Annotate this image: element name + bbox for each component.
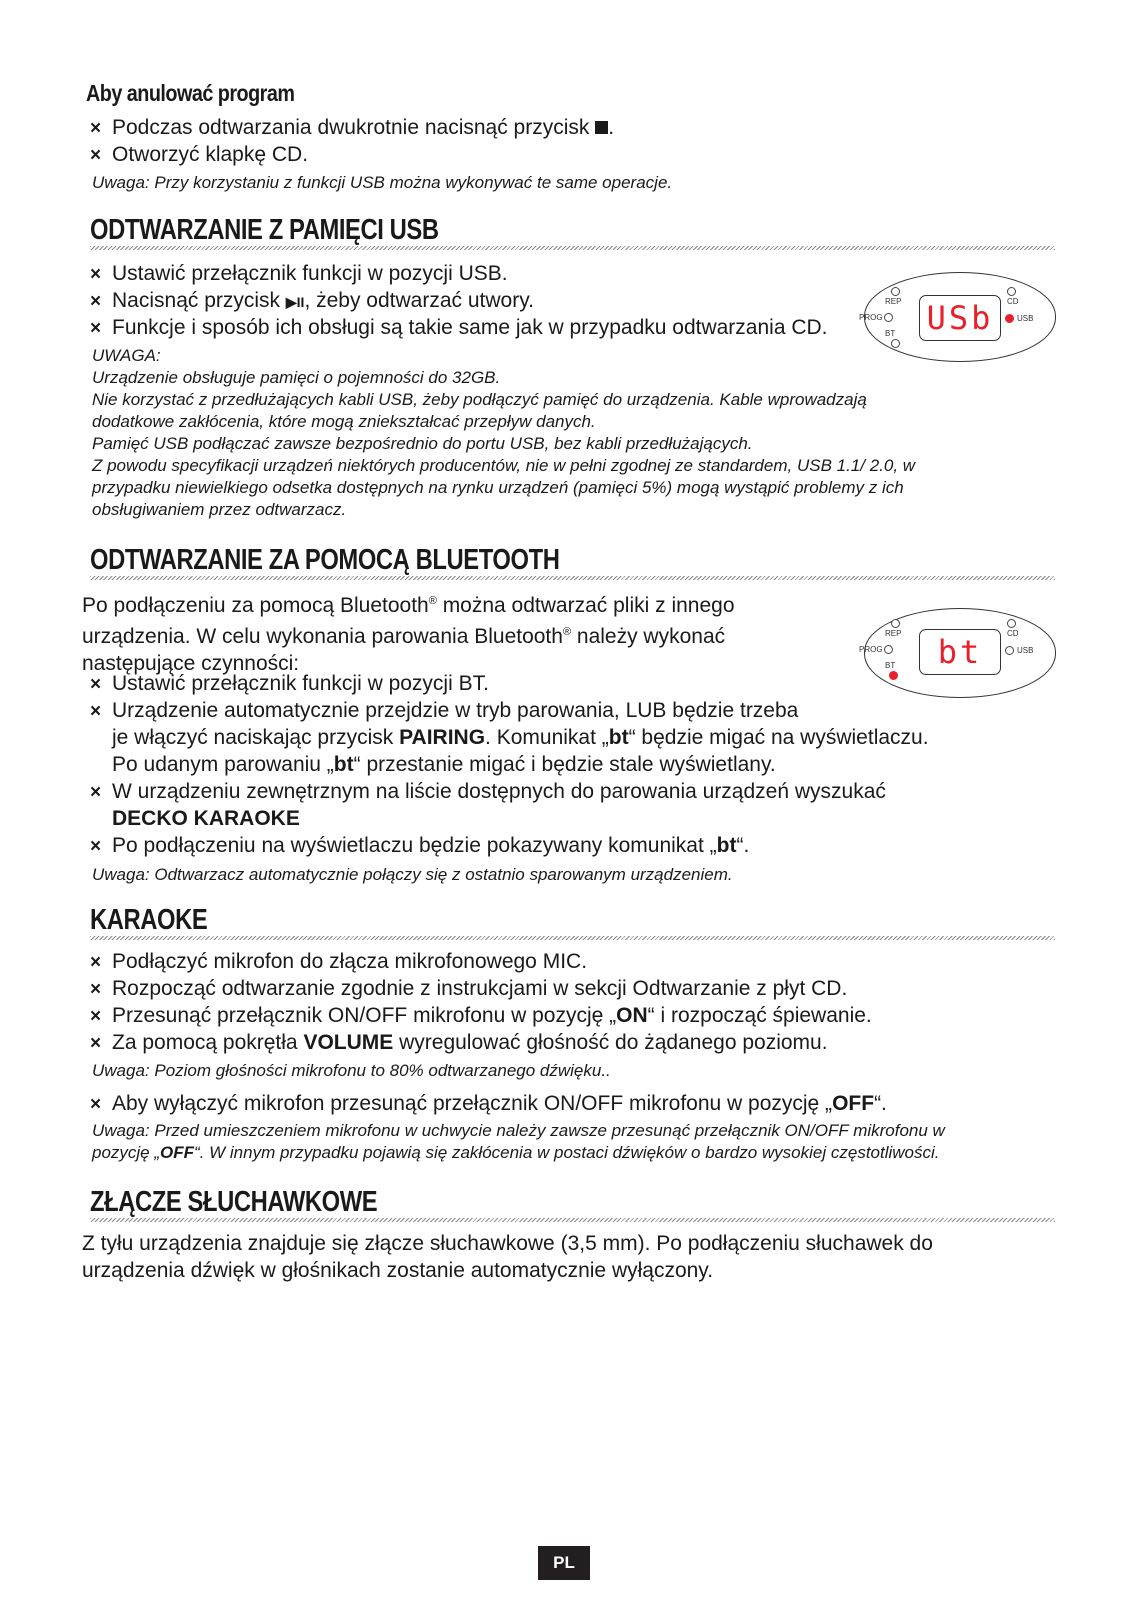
usb-note-5: Z powodu specyfikacji urządzeń niektórych producentów, nie w pełni zgodnej ze standardem, USB 1.1/ 2.0, w	[92, 456, 916, 475]
karaoke-item-off: × Aby wyłączyć mikrofon przesunąć przełącznik ON/OFF mikrofonu w pozycję „OFF“.	[90, 1090, 887, 1118]
bullet-icon: ×	[90, 952, 102, 973]
rep-indicator-icon	[891, 287, 900, 296]
cd-indicator-icon	[1007, 287, 1016, 296]
section-divider	[90, 576, 1055, 580]
lcd-readout: bt	[919, 629, 1001, 675]
karaoke-note-2-cont: pozycję „OFF“. W innym przypadku pojawią się zakłócenia w postaci dźwięków o bardzo wysokiej częstotliwości.	[92, 1143, 940, 1162]
bt-item-3: × W urządzeniu zewnętrznym na liście dostępnych do parowania urządzeń wyszukać	[90, 778, 886, 806]
bt-display-illustration: REP PROG BT bt CD USB	[864, 608, 1056, 698]
usb-item-2: × Nacisnąć przycisk ▶II, żeby odtwarzać utwory.	[90, 287, 534, 316]
bullet-icon: ×	[90, 701, 102, 722]
section-divider	[90, 1218, 1055, 1222]
karaoke-note-1: Uwaga: Poziom głośności mikrofonu to 80% odtwarzanego dźwięku..	[92, 1061, 611, 1080]
bullet-icon: ×	[90, 145, 102, 166]
usb-display-illustration: REP PROG BT USb CD USB	[864, 272, 1056, 362]
karaoke-item-2: × Rozpocząć odtwarzanie zgodnie z instrukcjami w sekcji Odtwarzanie z płyt CD.	[90, 975, 847, 1003]
bullet-icon: ×	[90, 782, 102, 803]
bt-indicator-icon	[889, 671, 898, 680]
bullet-icon: ×	[90, 1033, 102, 1054]
bt-item-4: × Po podłączeniu na wyświetlaczu będzie pokazywany komunikat „bt“.	[90, 832, 749, 860]
usb-note-0: UWAGA:	[92, 346, 161, 365]
bt-item-1: × Ustawić przełącznik funkcji w pozycji BT.	[90, 670, 489, 698]
karaoke-heading: KARAOKE	[90, 904, 208, 936]
headphones-heading: ZŁĄCZE SŁUCHAWKOWE	[90, 1186, 378, 1218]
section-divider	[90, 246, 1055, 250]
bt-indicator-icon	[891, 339, 900, 348]
bullet-icon: ×	[90, 1094, 102, 1115]
usb-note-4: Pamięć USB podłączać zawsze bezpośrednio do portu USB, bez kabli przedłużających.	[92, 434, 753, 453]
bullet-icon: ×	[90, 674, 102, 695]
rep-indicator-icon	[891, 619, 900, 628]
usb-indicator-icon	[1005, 646, 1014, 655]
cancel-note: Uwaga: Przy korzystaniu z funkcji USB można wykonywać te same operacje.	[92, 173, 673, 192]
cancel-item-2: × Otworzyć klapkę CD.	[90, 141, 308, 169]
bullet-icon: ×	[90, 836, 102, 857]
headphones-text: Z tyłu urządzenia znajduje się złącze słuchawkowe (3,5 mm). Po podłączeniu słuchawek do urządzenia dźwięk w głośnikach zostanie automatycznie wyłączony.	[82, 1232, 933, 1282]
bt-item-2: × Urządzenie automatycznie przejdzie w tryb parowania, LUB będzie trzeba	[90, 697, 798, 725]
cancel-item-1: × Podczas odtwarzania dwukrotnie nacisnąć przycisk .	[90, 114, 614, 142]
stop-icon	[595, 121, 608, 134]
cancel-heading: Aby anulować program	[86, 80, 295, 106]
play-pause-icon: ▶II	[285, 294, 305, 310]
bt-item-2-cont2: Po udanym parowaniu „bt“ przestanie migać i będzie stale wyświetlany.	[112, 753, 776, 776]
bullet-icon: ×	[90, 264, 102, 285]
usb-item-1: × Ustawić przełącznik funkcji w pozycji USB.	[90, 260, 508, 288]
bullet-icon: ×	[90, 1006, 102, 1027]
section-divider	[90, 936, 1055, 940]
usb-heading: ODTWARZANIE Z PAMIĘCI USB	[90, 214, 439, 246]
language-badge: PL	[538, 1546, 590, 1580]
bluetooth-intro: Po podłączeniu za pomocą Bluetooth® można odtwarzać pliki z innego urządzenia. W celu wykonania parowania Bluetooth® należy wykonać następujące czynności:	[82, 594, 735, 675]
usb-note-2: Nie korzystać z przedłużających kabli USB, żeby podłączyć pamięć do urządzenia. Kable wprowadzają	[92, 390, 867, 409]
prog-indicator-icon	[884, 313, 893, 322]
karaoke-note-2: Uwaga: Przed umieszczeniem mikrofonu w uchwycie należy zawsze przesunąć przełącznik ON/OFF mikrofonu w	[92, 1121, 945, 1140]
lcd-readout: USb	[919, 295, 1001, 341]
bullet-icon: ×	[90, 291, 102, 312]
cd-indicator-icon	[1007, 619, 1016, 628]
karaoke-item-1: × Podłączyć mikrofon do złącza mikrofonowego MIC.	[90, 948, 587, 976]
bullet-icon: ×	[90, 318, 102, 339]
bullet-icon: ×	[90, 118, 102, 139]
usb-note-7: obsługiwaniem przez odtwarzacz.	[92, 500, 347, 519]
karaoke-item-4: × Za pomocą pokrętła VOLUME wyregulować głośność do żądanego poziomu.	[90, 1029, 828, 1057]
usb-note-1: Urządzenie obsługuje pamięci o pojemności do 32GB.	[92, 368, 501, 387]
usb-item-3: × Funkcje i sposób ich obsługi są takie same jak w przypadku odtwarzania CD.	[90, 314, 828, 342]
bt-item-2-cont: je włączyć naciskając przycisk PAIRING. Komunikat „bt“ będzie migać na wyświetlaczu.	[112, 726, 929, 749]
bt-note: Uwaga: Odtwarzacz automatycznie połączy się z ostatnio sparowanym urządzeniem.	[92, 865, 733, 884]
usb-note-3: dodatkowe zakłócenia, które mogą zniekształcać przepływ danych.	[92, 412, 596, 431]
bullet-icon: ×	[90, 979, 102, 1000]
karaoke-item-3: × Przesunąć przełącznik ON/OFF mikrofonu w pozycję „ON“ i rozpocząć śpiewanie.	[90, 1002, 872, 1030]
prog-indicator-icon	[884, 645, 893, 654]
usb-note-6: przypadku niewielkiego odsetka dostępnych na rynku urządzeń (pamięci 5%) mogą wystąpić problemy z ich	[92, 478, 904, 497]
bluetooth-heading: ODTWARZANIE ZA POMOCĄ BLUETOOTH	[90, 544, 560, 576]
device-name: DECKO KARAOKE	[112, 807, 300, 830]
usb-indicator-icon	[1005, 314, 1014, 323]
